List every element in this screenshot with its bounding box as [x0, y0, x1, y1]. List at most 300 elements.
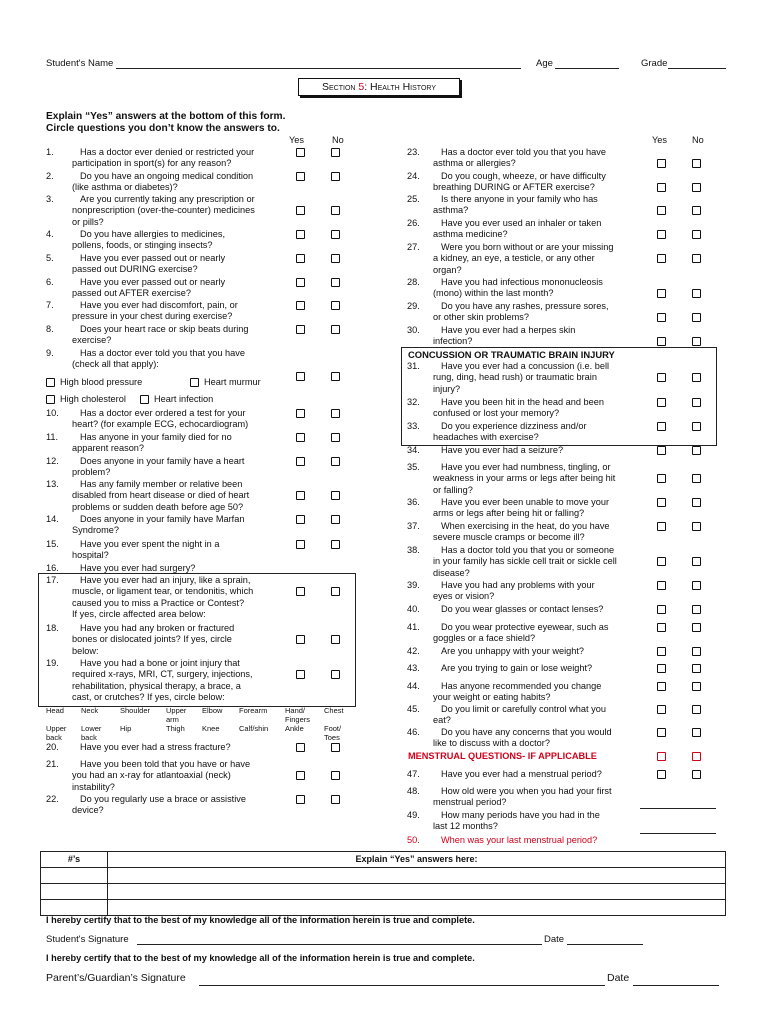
question-text-line: Were you born without or are your missing — [441, 242, 614, 252]
checkbox-q9-option[interactable] — [46, 395, 55, 404]
checkbox-yes-q46[interactable] — [657, 728, 666, 737]
checkbox-no-q1[interactable] — [331, 148, 340, 157]
question-text-line: problem? — [72, 467, 111, 478]
answer-line[interactable] — [640, 833, 716, 834]
question-number: 32. — [407, 397, 420, 407]
question-number: 41. — [407, 622, 420, 632]
question-text-line: Have you ever used an inhaler or taken — [441, 218, 602, 228]
question-text-line: your weight or eating habits? — [433, 692, 551, 703]
checkbox-yes-q14[interactable] — [296, 515, 305, 524]
right-no-header: No — [692, 135, 704, 145]
question-text-line: or pills? — [72, 216, 104, 227]
question-number: 34. — [407, 445, 420, 455]
question-text-line: Is there anyone in your family who has — [441, 194, 598, 204]
checkbox-no-q5[interactable] — [331, 254, 340, 263]
checkbox-no-q42[interactable] — [692, 647, 701, 656]
question-text-line: organ? — [433, 264, 462, 275]
question-number: 49. — [407, 810, 420, 820]
question-number: 24. — [407, 171, 420, 181]
checkbox-no-q30[interactable] — [692, 337, 701, 346]
left-no-header: No — [332, 135, 344, 145]
checkbox-no-q38[interactable] — [692, 557, 701, 566]
question-text-line: or falling? — [433, 484, 473, 495]
question-text-line: Has a doctor told you that you or someone — [441, 545, 615, 555]
question-text-line: heart? (for example ECG, echocardiogram) — [72, 419, 249, 430]
checkbox-no-q39[interactable] — [692, 581, 701, 590]
checkbox-no-q28[interactable] — [692, 289, 701, 298]
question-text-line: or other skin problems? — [433, 312, 530, 323]
question-text-line: injury? — [433, 383, 461, 394]
student-signature-label: Student's Signature — [46, 934, 129, 945]
question-text-line: bones or dislocated joints? If yes, circle — [72, 634, 232, 645]
question-text-line: you had an x-ray for atlantoaxial (neck) — [72, 770, 231, 781]
question-text-line: When exercising in the heat, do you have — [441, 521, 610, 531]
checkbox-no-q8[interactable] — [331, 325, 340, 334]
checkbox-no-q21[interactable] — [331, 771, 340, 780]
question-number: 31. — [407, 361, 420, 371]
question-text-line: Has a doctor ever told you that you have — [80, 348, 245, 358]
question-number: 11. — [46, 432, 59, 442]
q9-option-label: Heart murmur — [204, 377, 261, 387]
body-part-label[interactable]: back — [46, 733, 62, 742]
question-text-line: Does your heart race or skip beats during — [80, 324, 249, 334]
explain-cell[interactable] — [108, 868, 726, 884]
checkbox-no-q45[interactable] — [692, 705, 701, 714]
question-text-line: instability? — [72, 781, 115, 792]
question-text-line: confused or lost your memory? — [433, 408, 560, 419]
checkbox-yes-q8[interactable] — [296, 325, 305, 334]
checkbox-yes-q40[interactable] — [657, 605, 666, 614]
question-text-line: Has any family member or relative been — [80, 479, 243, 489]
question-text-line: Do you have allergies to medicines, — [80, 229, 226, 239]
checkbox-yes-q17[interactable] — [296, 587, 305, 596]
body-part-label[interactable]: Neck — [81, 706, 99, 715]
student-name-label: Student's Name — [46, 58, 114, 69]
q9-option-label: Heart infection — [154, 394, 214, 404]
checkbox-yes-q18[interactable] — [296, 635, 305, 644]
checkbox-no-q20[interactable] — [331, 743, 340, 752]
explain-cell[interactable] — [108, 900, 726, 916]
question-number: 36. — [407, 497, 420, 507]
question-text-line: Have you had any broken or fractured — [80, 623, 235, 633]
explain-col-text: Explain “Yes” answers here: — [108, 852, 726, 868]
checkbox-yes-q34[interactable] — [657, 446, 666, 455]
checkbox-no-q35[interactable] — [692, 474, 701, 483]
checkbox-yes-q9[interactable] — [296, 372, 305, 381]
checkbox-no-q4[interactable] — [331, 230, 340, 239]
checkbox-q9-option[interactable] — [140, 395, 149, 404]
grade-field[interactable] — [668, 68, 726, 69]
checkbox-no-q24[interactable] — [692, 183, 701, 192]
question-number: 22. — [46, 794, 59, 804]
parent-signature-field[interactable] — [199, 985, 605, 986]
checkbox-yes-q20[interactable] — [296, 743, 305, 752]
question-text-line: asthma? — [433, 205, 469, 216]
student-name-field[interactable] — [116, 68, 521, 69]
checkbox-no-q43[interactable] — [692, 664, 701, 673]
question-text-line: Have you been hit in the head and been — [441, 397, 604, 407]
checkbox-yes-q1[interactable] — [296, 148, 305, 157]
q9-option-label: High cholesterol — [60, 394, 126, 404]
checkbox-yes-q29[interactable] — [657, 313, 666, 322]
checkbox-yes-q12[interactable] — [296, 457, 305, 466]
checkbox-no-q47[interactable] — [692, 770, 701, 779]
checkbox-no-q6[interactable] — [331, 278, 340, 287]
age-field[interactable] — [555, 68, 619, 69]
body-part-label[interactable]: Upper — [166, 706, 187, 715]
checkbox-yes-q37[interactable] — [657, 522, 666, 531]
checkbox-yes-q38[interactable] — [657, 557, 666, 566]
checkbox-no-q44[interactable] — [692, 682, 701, 691]
certify-text-student: I hereby certify that to the best of my knowledge all of the information herein is true and complete. — [46, 915, 475, 925]
body-part-label[interactable]: Shoulder — [120, 706, 151, 715]
body-part-label[interactable]: Toes — [324, 733, 340, 742]
right-yes-header: Yes — [652, 135, 667, 145]
question-text-line: required x-rays, MRI, CT, surgery, injections, — [72, 669, 253, 680]
question-text-line: participation in sport(s) for any reason? — [72, 158, 232, 169]
question-text-line: Do you wear glasses or contact lenses? — [441, 604, 604, 614]
checkbox-yes-q28[interactable] — [657, 289, 666, 298]
question-text-line: rung, ding, head rush) or traumatic brain — [433, 372, 597, 383]
question-number: 19. — [46, 658, 59, 668]
question-text-line: Do you limit or carefully control what you — [441, 704, 606, 714]
checkbox-no-q26[interactable] — [692, 230, 701, 239]
question-text-line: When was your last menstrual period? — [441, 835, 598, 845]
question-text-line: Have you ever had discomfort, pain, or — [80, 300, 238, 310]
concussion-header: CONCUSSION OR TRAUMATIC BRAIN INJURY — [408, 349, 615, 360]
checkbox-yes-q36[interactable] — [657, 498, 666, 507]
question-text-line: Do you regularly use a brace or assistive — [80, 794, 246, 804]
question-text-line: infection? — [433, 336, 473, 347]
body-part-label[interactable]: Hip — [120, 724, 132, 733]
checkbox-yes-q3[interactable] — [296, 206, 305, 215]
question-number: 6. — [46, 277, 54, 287]
question-text-line: Has a doctor ever told you that you have — [441, 147, 606, 157]
question-text-line: hospital? — [72, 550, 109, 561]
checkbox-no-q12[interactable] — [331, 457, 340, 466]
checkbox-no-q18[interactable] — [331, 635, 340, 644]
question-number: 21. — [46, 759, 59, 769]
question-text-line: caused you to miss a Practice or Contest? — [72, 597, 245, 608]
body-part-label[interactable]: back — [81, 733, 97, 742]
checkbox-no-q46[interactable] — [692, 728, 701, 737]
question-number: 7. — [46, 300, 54, 310]
checkbox-no-q9[interactable] — [331, 372, 340, 381]
question-text-line: Are you trying to gain or lose weight? — [441, 663, 593, 673]
question-text-line: How many periods have you had in the — [441, 810, 600, 820]
question-text-line: Have you ever had surgery? — [80, 563, 196, 573]
checkbox-no-q19[interactable] — [331, 670, 340, 679]
question-number: 17. — [46, 575, 59, 585]
checkbox-no-q7[interactable] — [331, 301, 340, 310]
checkbox-no-q34[interactable] — [692, 446, 701, 455]
question-text-line: muscle, or ligament tear, or tendonitis, which — [72, 586, 254, 597]
question-number: 43. — [407, 663, 420, 673]
checkbox-q9-option[interactable] — [190, 378, 199, 387]
question-number: 23. — [407, 147, 420, 157]
checkbox-q9-option[interactable] — [46, 378, 55, 387]
question-text-line: Have you ever had a menstrual period? — [441, 769, 602, 779]
question-text-line: menstrual period? — [433, 797, 507, 808]
question-text-line: severe muscle cramps or become ill? — [433, 532, 585, 543]
question-text-line: Do you wear protective eyewear, such as — [441, 622, 609, 632]
q9-option-label: High blood pressure — [60, 377, 143, 387]
parent-date-label: Date — [607, 972, 630, 984]
question-number: 48. — [407, 786, 420, 796]
question-number: 30. — [407, 325, 420, 335]
question-number: 5. — [46, 253, 54, 263]
question-text-line: (mono) within the last month? — [433, 288, 554, 299]
question-text-line: eat? — [433, 715, 451, 726]
question-text-line: asthma or allergies? — [433, 158, 516, 169]
student-date-label: Date — [544, 934, 565, 945]
question-text-line: Has a doctor ever denied or restricted your — [80, 147, 255, 157]
question-number: 12. — [46, 456, 59, 466]
checkbox-yes-q2[interactable] — [296, 172, 305, 181]
question-number: 15. — [46, 539, 59, 549]
question-text-line: Have you ever had a concussion (i.e. bell — [441, 361, 610, 371]
checkbox-yes-q42[interactable] — [657, 647, 666, 656]
checkbox-yes-q45[interactable] — [657, 705, 666, 714]
question-text-line: apparent reason? — [72, 443, 145, 454]
parent-signature-label: Parent’s/Guardian’s Signature — [46, 972, 186, 984]
checkbox-yes-q31[interactable] — [657, 373, 666, 382]
question-text-line: How old were you when you had your first — [441, 786, 612, 796]
question-number: 38. — [407, 545, 420, 555]
question-text-line: Are you unhappy with your weight? — [441, 646, 585, 656]
question-number: 29. — [407, 301, 420, 311]
checkbox-no-q27[interactable] — [692, 254, 701, 263]
question-text-line: Do you have any rashes, pressure sores, — [441, 301, 609, 311]
checkbox-yes-q24[interactable] — [657, 183, 666, 192]
body-part-label[interactable]: Forearm — [239, 706, 268, 715]
answer-line[interactable] — [640, 808, 716, 809]
checkbox-no-q33[interactable] — [692, 422, 701, 431]
body-part-label[interactable]: arm — [166, 715, 179, 724]
checkbox-no-q15[interactable] — [331, 540, 340, 549]
question-text-line: exercise? — [72, 335, 112, 346]
body-part-label[interactable]: Upper — [46, 724, 67, 733]
question-text-line: Have you ever passed out or nearly — [80, 277, 226, 287]
question-number: 26. — [407, 218, 420, 228]
checkbox-no-q23[interactable] — [692, 159, 701, 168]
question-text-line: Do you have any concerns that you would — [441, 727, 612, 737]
checkbox-yes-q10[interactable] — [296, 409, 305, 418]
question-text-line: passed out DURING exercise? — [72, 264, 198, 275]
question-text-line: disease? — [433, 567, 470, 578]
concussion-section-box — [401, 347, 717, 446]
question-text-line: pressure in your chest during exercise? — [72, 311, 233, 322]
checkbox-no-q17[interactable] — [331, 587, 340, 596]
explain-col-numbers: #’s — [41, 852, 108, 868]
menstrual-header: MENSTRUAL QUESTIONS- IF APPLICABLE — [408, 751, 597, 761]
question-number: 44. — [407, 681, 420, 691]
student-date-field[interactable] — [567, 944, 643, 945]
checkbox-no-q31[interactable] — [692, 373, 701, 382]
checkbox-yes-q47[interactable] — [657, 770, 666, 779]
question-number: 50. — [407, 835, 420, 845]
question-number: 3. — [46, 194, 54, 204]
checkbox-no-q29[interactable] — [692, 313, 701, 322]
certify-text-parent: I hereby certify that to the best of my knowledge all of the information herein is true and complete. — [46, 953, 475, 963]
section-number: 5 — [358, 81, 365, 93]
checkbox-yes-q4[interactable] — [296, 230, 305, 239]
question-text-line: rehabilitation, physical therapy, a brace, a — [72, 680, 241, 691]
checkbox-no-q2[interactable] — [331, 172, 340, 181]
checkbox-no-q14[interactable] — [331, 515, 340, 524]
question-text-line: Do you experience dizziness and/or — [441, 421, 587, 431]
checkbox-yes-q25[interactable] — [657, 206, 666, 215]
checkbox-no-q10[interactable] — [331, 409, 340, 418]
question-number: 39. — [407, 580, 420, 590]
question-text-line: asthma medicine? — [433, 229, 508, 240]
checkbox-no-q13[interactable] — [331, 491, 340, 500]
checkbox-no-q22[interactable] — [331, 795, 340, 804]
instruction-line-2: Circle questions you don’t know the answers to. — [46, 123, 280, 134]
body-part-label[interactable]: Foot/ — [324, 724, 342, 733]
question-number: 33. — [407, 421, 420, 431]
question-text-line: breathing DURING or AFTER exercise? — [433, 182, 595, 193]
checkbox-yes-q13[interactable] — [296, 491, 305, 500]
question-number: 1. — [46, 147, 54, 157]
question-text-line: weakness in your arms or legs after being hit — [433, 473, 616, 484]
body-part-label[interactable]: Calf/shin — [239, 724, 269, 733]
checkbox-no-q11[interactable] — [331, 433, 340, 442]
body-part-label[interactable]: Chest — [324, 706, 344, 715]
checkbox-yes-q15[interactable] — [296, 540, 305, 549]
question-text-line: Has anyone recommended you change — [441, 681, 602, 691]
body-part-label[interactable]: Fingers — [285, 715, 311, 724]
explain-cell[interactable] — [41, 884, 108, 900]
checkbox-yes-q32[interactable] — [657, 398, 666, 407]
question-number: 25. — [407, 194, 420, 204]
question-text-line: a kidney, an eye, a testicle, or any other — [433, 253, 595, 264]
grade-label: Grade — [641, 58, 668, 69]
checkbox-no-q25[interactable] — [692, 206, 701, 215]
question-number: 13. — [46, 479, 59, 489]
checkbox-yes-q39[interactable] — [657, 581, 666, 590]
question-number: 9. — [46, 348, 54, 358]
checkbox-yes-q6[interactable] — [296, 278, 305, 287]
section-title — [298, 78, 460, 96]
question-text-line: Have you ever had a stress fracture? — [80, 742, 231, 752]
checkbox-yes-q11[interactable] — [296, 433, 305, 442]
question-number: 35. — [407, 462, 420, 472]
age-label: Age — [536, 58, 553, 69]
question-number: 47. — [407, 769, 420, 779]
question-number: 42. — [407, 646, 420, 656]
checkbox-yes-q7[interactable] — [296, 301, 305, 310]
parent-date-field[interactable] — [633, 985, 719, 986]
checkbox-no-q41[interactable] — [692, 623, 701, 632]
body-part-label[interactable]: Knee — [202, 724, 220, 733]
question-number: 10. — [46, 408, 59, 418]
question-text-line: Have you had infectious mononucleosis — [441, 277, 603, 287]
body-part-label[interactable]: Thigh — [166, 724, 185, 733]
body-part-label[interactable]: Elbow — [202, 706, 223, 715]
question-number: 40. — [407, 604, 420, 614]
question-text-line: eyes or vision? — [433, 591, 495, 602]
question-number: 46. — [407, 727, 420, 737]
question-text-line: headaches with exercise? — [433, 432, 539, 443]
question-text-line: Has a doctor ever ordered a test for your — [80, 408, 246, 418]
student-signature-field[interactable] — [137, 944, 542, 945]
question-text-line: problems or sudden death before age 50? — [72, 501, 244, 512]
body-part-label[interactable]: Ankle — [285, 724, 304, 733]
question-text-line: Does anyone in your family have a heart — [80, 456, 245, 466]
checkbox-yes-q35[interactable] — [657, 474, 666, 483]
question-number: 27. — [407, 242, 420, 252]
body-part-label[interactable]: Lower — [81, 724, 102, 733]
question-text-line: Are you currently taking any prescription or — [80, 194, 255, 204]
question-text-line: pollens, foods, or stinging insects? — [72, 240, 213, 251]
checkbox-no-q40[interactable] — [692, 605, 701, 614]
explain-cell[interactable] — [41, 900, 108, 916]
question-text-line: Have you been told that you have or have — [80, 759, 251, 769]
question-text-line: Have you ever had numbness, tingling, or — [441, 462, 611, 472]
checkbox-yes-q27[interactable] — [657, 254, 666, 263]
question-text-line: Have you had any problems with your — [441, 580, 595, 590]
question-text-line: device? — [72, 805, 104, 816]
question-text-line: last 12 months? — [433, 821, 498, 832]
checkbox-no-q37[interactable] — [692, 522, 701, 531]
checkbox-yes-q44[interactable] — [657, 682, 666, 691]
question-text-line: Do you have an ongoing medical condition — [80, 171, 254, 181]
body-part-label[interactable]: Hand/ — [285, 706, 306, 715]
checkbox-no-menstrual[interactable] — [692, 752, 701, 761]
checkbox-yes-q21[interactable] — [296, 771, 305, 780]
left-yes-header: Yes — [289, 135, 304, 145]
body-part-label[interactable]: Head — [46, 706, 64, 715]
checkbox-yes-q5[interactable] — [296, 254, 305, 263]
explain-cell[interactable] — [41, 868, 108, 884]
injury-section-box — [38, 573, 356, 707]
checkbox-no-q3[interactable] — [331, 206, 340, 215]
checkbox-no-q32[interactable] — [692, 398, 701, 407]
checkbox-yes-q23[interactable] — [657, 159, 666, 168]
question-text-line: below: — [72, 645, 99, 656]
question-text-line: If yes, circle affected area below: — [72, 609, 206, 620]
question-text-line: Have you ever passed out or nearly — [80, 253, 226, 263]
explain-cell[interactable] — [108, 884, 726, 900]
question-text-line: Syndrome? — [72, 525, 119, 536]
checkbox-yes-q33[interactable] — [657, 422, 666, 431]
checkbox-yes-q43[interactable] — [657, 664, 666, 673]
question-text-line: (like asthma or diabetes)? — [72, 182, 178, 193]
question-number: 20. — [46, 742, 59, 752]
question-number: 8. — [46, 324, 54, 334]
question-number: 4. — [46, 229, 54, 239]
question-text-line: Has anyone in your family died for no — [80, 432, 232, 442]
question-number: 16. — [46, 563, 59, 573]
checkbox-yes-q19[interactable] — [296, 670, 305, 679]
checkbox-yes-q26[interactable] — [657, 230, 666, 239]
question-number: 28. — [407, 277, 420, 287]
question-text-line: Have you ever spent the night in a — [80, 539, 220, 549]
checkbox-yes-q22[interactable] — [296, 795, 305, 804]
explain-table — [40, 851, 726, 916]
question-text-line: in your family has sickle cell trait or sickle cell — [433, 556, 617, 567]
question-number: 14. — [46, 514, 59, 524]
checkbox-no-q36[interactable] — [692, 498, 701, 507]
checkbox-yes-menstrual[interactable] — [657, 752, 666, 761]
instruction-line-1: Explain “Yes” answers at the bottom of this form. — [46, 111, 286, 122]
checkbox-yes-q41[interactable] — [657, 623, 666, 632]
checkbox-yes-q30[interactable] — [657, 337, 666, 346]
question-text-line: Have you ever been unable to move your — [441, 497, 610, 507]
section-title-suffix: : Health History — [364, 81, 436, 93]
section-title-prefix: Section — [322, 81, 356, 93]
